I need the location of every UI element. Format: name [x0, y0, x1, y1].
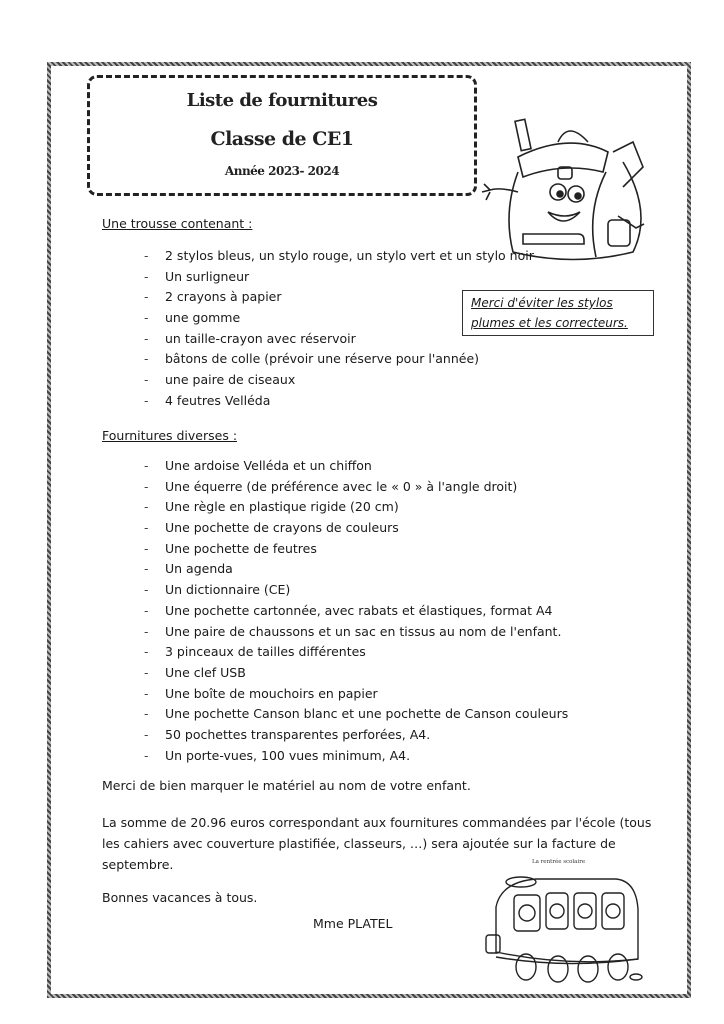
school-year: Année 2023- 2024	[224, 164, 340, 178]
sum-paragraph-line-2: les cahiers avec couverture plastifiée, classeurs, …) sera ajoutée sur la facture de	[102, 836, 616, 851]
class-title: Classe de CE1	[210, 128, 354, 150]
farewell: Bonnes vacances à tous.	[102, 890, 258, 905]
school-bus-icon	[476, 857, 646, 987]
mark-note: Merci de bien marquer le matériel au nom de votre enfant.	[102, 778, 471, 793]
note-line-2: plumes et les correcteurs.	[471, 316, 628, 330]
note-line-1: Merci d'éviter les stylos	[471, 296, 613, 310]
signature: Mme PLATEL	[313, 916, 393, 931]
section-heading-trousse: Une trousse contenant :	[102, 216, 253, 231]
section-heading-diverses: Fournitures diverses :	[102, 428, 238, 443]
note-box	[462, 290, 654, 336]
sum-paragraph-line-3: septembre.	[102, 857, 174, 872]
sum-paragraph-line-1: La somme de 20.96 euros correspondant aux fournitures commandées par l'école (tous	[102, 815, 652, 830]
title-box	[87, 75, 477, 196]
bus-caption: La rentrée scolaire	[532, 859, 586, 865]
document-title: Liste de fournitures	[186, 90, 378, 111]
